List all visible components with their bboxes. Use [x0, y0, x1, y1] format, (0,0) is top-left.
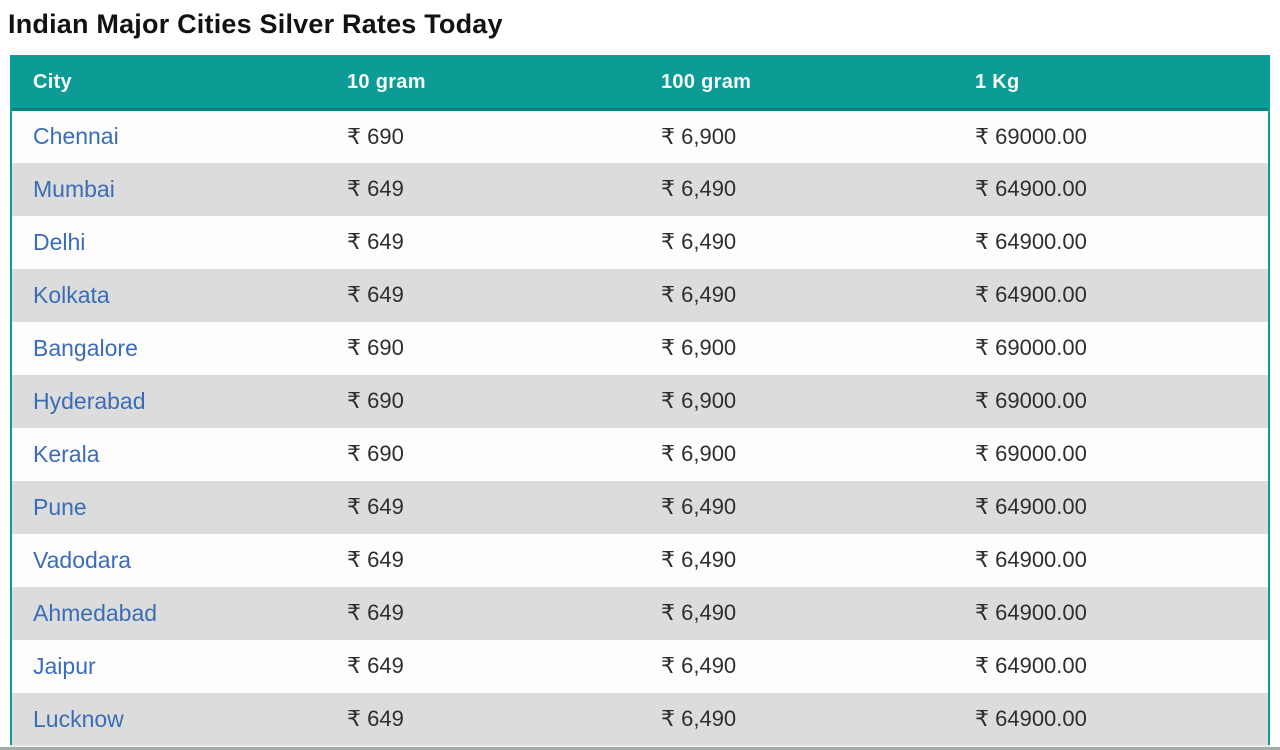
- city-cell: [12, 534, 326, 587]
- price-1kg-cell: ₹ 64900.00: [975, 600, 1087, 625]
- price-100gram-cell: ₹ 6,490: [661, 176, 737, 201]
- city-cell: [12, 640, 326, 693]
- price-100gram-cell: ₹ 6,490: [661, 600, 737, 625]
- price-1kg-cell: ₹ 69000.00: [975, 335, 1087, 360]
- table-row: [12, 163, 1268, 216]
- city-link[interactable]: Jaipur: [33, 652, 96, 679]
- silver-rates-table: [12, 57, 1268, 746]
- price-10gram-cell: ₹ 690: [347, 441, 404, 466]
- header-row: [12, 57, 1268, 110]
- city-link[interactable]: Pune: [33, 493, 87, 520]
- table-row: [12, 269, 1268, 322]
- price-100gram-cell: ₹ 6,900: [661, 123, 737, 149]
- city-cell: [12, 481, 326, 534]
- table-row: [12, 693, 1268, 746]
- price-100gram-cell: ₹ 6,490: [661, 706, 737, 731]
- price-10gram-cell: ₹ 690: [347, 123, 404, 149]
- city-link[interactable]: Hyderabad: [33, 387, 146, 414]
- city-link[interactable]: Chennai: [33, 123, 119, 150]
- price-1kg-cell: ₹ 69000.00: [975, 123, 1087, 149]
- table-row: [12, 640, 1268, 693]
- table-row: [12, 110, 1268, 163]
- city-cell: [12, 216, 326, 269]
- price-100gram-cell: ₹ 6,490: [661, 229, 737, 254]
- price-1kg-cell: ₹ 64900.00: [975, 547, 1087, 572]
- city-cell: [12, 428, 326, 481]
- page-title: Indian Major Cities Silver Rates Today: [8, 9, 503, 39]
- city-link[interactable]: Bangalore: [33, 334, 138, 361]
- table-row: [12, 322, 1268, 375]
- city-link[interactable]: Kerala: [33, 440, 100, 467]
- table-row: [12, 375, 1268, 428]
- city-cell: [12, 375, 326, 428]
- price-1kg-cell: ₹ 64900.00: [975, 282, 1087, 307]
- city-link[interactable]: Vadodara: [33, 546, 132, 573]
- price-10gram-cell: ₹ 690: [347, 388, 404, 413]
- city-cell: [12, 322, 326, 375]
- price-10gram-cell: ₹ 690: [347, 335, 404, 360]
- price-100gram-cell: ₹ 6,900: [661, 388, 737, 413]
- city-link[interactable]: Lucknow: [33, 705, 124, 732]
- city-cell: [12, 693, 326, 746]
- price-1kg-cell: ₹ 64900.00: [975, 706, 1087, 731]
- table-row: [12, 481, 1268, 534]
- table-header: [12, 57, 1268, 110]
- price-100gram-cell: ₹ 6,490: [661, 547, 737, 572]
- price-10gram-cell: ₹ 649: [347, 229, 404, 254]
- table-row: [12, 428, 1268, 481]
- city-cell: [12, 587, 326, 640]
- price-10gram-cell: ₹ 649: [347, 282, 404, 307]
- table-body: [12, 110, 1268, 746]
- price-10gram-cell: ₹ 649: [347, 176, 404, 201]
- city-link[interactable]: Kolkata: [33, 281, 110, 308]
- price-1kg-cell: ₹ 69000.00: [975, 388, 1087, 413]
- price-100gram-cell: ₹ 6,490: [661, 653, 737, 678]
- city-link[interactable]: Mumbai: [33, 175, 115, 202]
- column-header-100gram: 100 gram: [640, 57, 954, 110]
- price-10gram-cell: ₹ 649: [347, 653, 404, 678]
- table-row: [12, 216, 1268, 269]
- city-cell: [12, 110, 326, 163]
- city-link[interactable]: Delhi: [33, 228, 86, 255]
- price-10gram-cell: ₹ 649: [347, 547, 404, 572]
- price-100gram-cell: ₹ 6,900: [661, 441, 737, 466]
- silver-rates-table-container: [10, 55, 1270, 750]
- column-header-city: City: [12, 57, 326, 110]
- city-cell: [12, 269, 326, 322]
- price-1kg-cell: ₹ 64900.00: [975, 176, 1087, 201]
- price-10gram-cell: ₹ 649: [347, 600, 404, 625]
- city-link[interactable]: Ahmedabad: [33, 599, 158, 626]
- table-row: [12, 534, 1268, 587]
- price-1kg-cell: ₹ 64900.00: [975, 229, 1087, 254]
- table-row: [12, 587, 1268, 640]
- price-1kg-cell: ₹ 64900.00: [975, 653, 1087, 678]
- price-100gram-cell: ₹ 6,900: [661, 335, 737, 360]
- price-10gram-cell: ₹ 649: [347, 706, 404, 731]
- column-header-10gram: 10 gram: [326, 57, 640, 110]
- price-100gram-cell: ₹ 6,490: [661, 282, 737, 307]
- price-1kg-cell: ₹ 64900.00: [975, 494, 1087, 519]
- price-100gram-cell: ₹ 6,490: [661, 494, 737, 519]
- price-1kg-cell: ₹ 69000.00: [975, 441, 1087, 466]
- city-cell: [12, 163, 326, 216]
- column-header-1kg: 1 Kg: [954, 57, 1268, 110]
- price-10gram-cell: ₹ 649: [347, 494, 404, 519]
